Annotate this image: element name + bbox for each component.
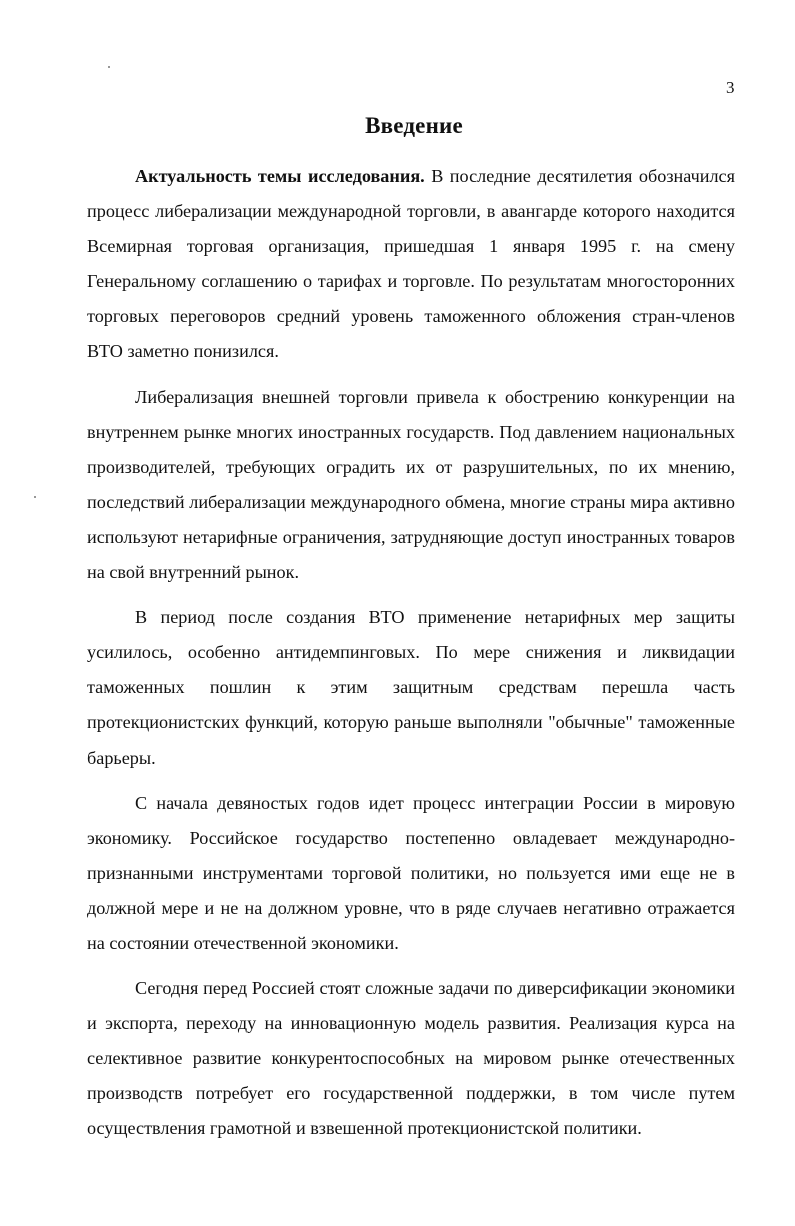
paragraph <box>87 380 735 591</box>
paragraph-text: В последние десятилетия обозначился процесс либерализации международной торговли, в авангарде которого находится Всемирная торговая организация, пришедшая 1 января 1995 г. на смену Генеральному соглашению о тарифах и торговле. По результатам многосторонних торговых переговоров средний уровень таможенного обложения стран-членов ВТО заметно понизился. <box>87 166 735 362</box>
paragraph-text: С начала девяностых годов идет процесс интеграции России в мировую экономику. Российское государство постепенно овладевает международно-признанными инструментами торговой политики, но пользуется ими еще не в должной мере и не на должном уровне, что в ряде случаев негативно отражается на состоянии отечественной экономики. <box>87 792 735 953</box>
page-title: Введение <box>365 113 463 138</box>
scan-artifact <box>108 66 110 68</box>
paragraph-text: Сегодня перед Россией стоят сложные задачи по диверсификации экономики и экспорта, переходу на инновационную модель развития. Реализация курса на селективное развитие конкурентоспособных на мировом рынке отечественных производств потребует его государственной поддержки, в том числе путем осуществления грамотной и взвешенной протекционистской политики. <box>87 978 735 1139</box>
paragraph-lead: Актуальность темы исследования. <box>135 166 425 186</box>
page-number: 3 <box>726 78 735 97</box>
scan-artifact <box>34 496 36 498</box>
paragraph <box>87 600 735 775</box>
paragraph <box>87 786 735 961</box>
body-text <box>87 159 735 1147</box>
paragraph <box>87 159 735 370</box>
paragraph-text: Либерализация внешней торговли привела к обострению конкуренции на внутреннем рынке многих иностранных государств. Под давлением национальных производителей, требующих оградить их от разрушительных, по их мнению, последствий либерализации международного обмена, многие страны мира активно используют нетарифные ограничения, затрудняющие доступ иностранных товаров на свой внутренний рынок. <box>87 386 735 583</box>
paragraph-text: В период после создания ВТО применение нетарифных мер защиты усилилось, особенно антидемпинговых. По мере снижения и ликвидации таможенных пошлин к этим защитным средствам перешла часть протекционистских функций, которую раньше выполняли "обычные" таможенные барьеры. <box>87 607 735 768</box>
paragraph <box>87 971 735 1146</box>
